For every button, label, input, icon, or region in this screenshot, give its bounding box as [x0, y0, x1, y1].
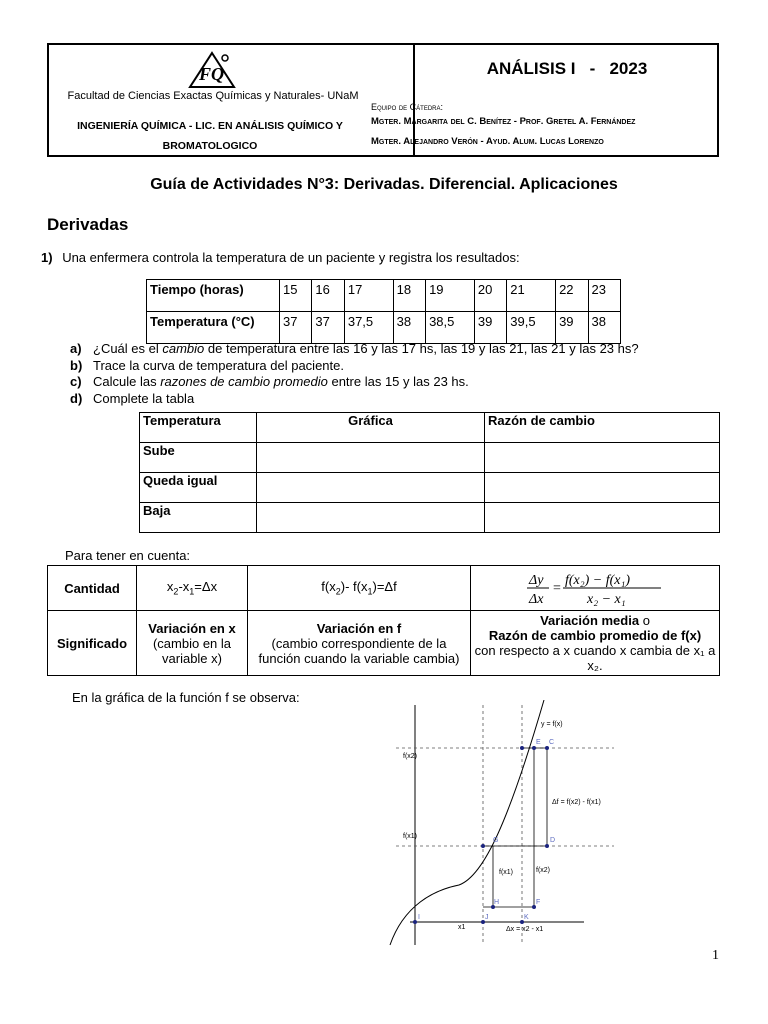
svg-text:Δx: Δx — [529, 592, 544, 607]
data-table — [146, 279, 621, 344]
faculty-logo-icon — [182, 50, 242, 90]
fraction-formula-icon — [525, 569, 665, 607]
point-label: J — [485, 914, 489, 921]
table-cell: 37 — [312, 312, 344, 344]
fx2-segment-label: f(x2) — [536, 867, 550, 874]
question-1 — [41, 250, 520, 265]
table-row — [48, 611, 720, 676]
table-cell: 23 — [588, 280, 621, 312]
concept-table — [47, 565, 720, 676]
list-item: c) Calcule las razones de cambio promedio entre las 15 y las 23 hs. — [70, 374, 469, 389]
table-header: Razón de cambio — [485, 413, 720, 443]
fx2-label: f(x2) — [403, 753, 417, 760]
page-title: Guía de Actividades N°3: Derivadas. Diferencial. Aplicaciones — [150, 176, 618, 193]
function-graph — [384, 700, 624, 950]
table-cell: Variación media o Razón de cambio promedio de f(x) con respecto a x cuando x cambia de x₁ a x₂. — [471, 611, 720, 676]
note-label: Para tener en cuenta: — [65, 548, 191, 563]
table-cell: 22 — [556, 280, 588, 312]
team-line-2: Mgter. Alejandro Verón - Ayud. Alum. Lucas Lorenzo — [371, 136, 604, 147]
table-cell: 39 — [474, 312, 506, 344]
course-title: ANÁLISIS I - 2023 — [486, 59, 648, 78]
table-row — [147, 312, 621, 344]
table-cell: Cantidad — [48, 566, 137, 611]
list-item: b) Trace la curva de temperatura del paciente. — [70, 357, 344, 373]
fx1-label: f(x1) — [403, 833, 417, 840]
table-cell[interactable] — [485, 503, 720, 533]
table-cell: 17 — [344, 280, 393, 312]
table-cell: 20 — [474, 280, 506, 312]
fx1-segment-label: f(x1) — [499, 869, 513, 876]
table-row — [140, 503, 720, 533]
table-row — [147, 280, 621, 312]
svg-text:=: = — [553, 581, 561, 596]
list-item: d) Complete la tabla — [70, 390, 195, 406]
table-row — [140, 443, 720, 473]
table-row — [140, 413, 720, 443]
point-label: G — [493, 837, 499, 844]
table-cell[interactable] — [257, 443, 485, 473]
table-cell[interactable] — [485, 443, 720, 473]
svg-text:FQ: FQ — [199, 64, 225, 84]
point-label: D — [550, 837, 556, 844]
table-header: Gráfica — [257, 413, 485, 443]
point-label: H — [494, 899, 500, 906]
curve-label: y = f(x) — [541, 721, 563, 728]
table-cell: 38 — [588, 312, 621, 344]
faculty-name: Facultad de Ciencias Exactas Químicas y Naturales- UNaM — [67, 90, 359, 102]
average-rate-formula — [471, 566, 720, 611]
table-cell: 21 — [507, 280, 556, 312]
table-cell: 37 — [280, 312, 312, 344]
table-cell[interactable] — [257, 473, 485, 503]
delta-f-label: Δf = f(x2) - f(x1) — [552, 799, 601, 806]
career-name: INGENIERÍA QUÍMICA - LIC. EN ANÁLISIS QUÍMICO Y BROMATOLOGICO — [77, 120, 343, 152]
table-cell: Sube — [140, 443, 257, 473]
x1-label: x1 — [458, 924, 466, 931]
table-cell: 38 — [393, 312, 425, 344]
list-item: a) ¿Cuál es el cambio de temperatura entre las 16 y las 17 hs, las 19 y las 21, las 21 y las 23 hs? — [70, 341, 639, 356]
table-cell: Temperatura (°C) — [147, 312, 280, 344]
table-row — [140, 473, 720, 503]
table-header: Temperatura — [140, 413, 257, 443]
page-number: 1 — [712, 948, 719, 963]
point-label: C — [549, 739, 555, 746]
point-label: I — [418, 914, 420, 921]
table-cell: 15 — [280, 280, 312, 312]
header-box — [47, 43, 719, 157]
delta-x-label: Δx = x2 - x1 — [506, 926, 544, 933]
team-label: Equipo de Cátedra: — [371, 102, 444, 112]
point-label: F — [536, 899, 541, 906]
table-cell: 39 — [556, 312, 588, 344]
function-curve — [390, 700, 544, 945]
table-cell: Variación en f (cambio correspondiente de la función cuando la variable cambia) — [248, 611, 471, 676]
svg-text:f(x₂) − f(x₁): f(x₂) − f(x₁) — [565, 573, 631, 588]
table-cell: 39,5 — [507, 312, 556, 344]
point-label: E — [536, 739, 541, 746]
table-cell: 16 — [312, 280, 344, 312]
point-label: K — [524, 914, 529, 921]
table-cell: 18 — [393, 280, 425, 312]
table-cell[interactable] — [485, 473, 720, 503]
table-cell: Queda igual — [140, 473, 257, 503]
delta-x-formula: $x_2-x_1=\Delta x$ — [137, 566, 248, 611]
table-cell: Tiempo (horas) — [147, 280, 280, 312]
svg-text:x₂ − x₁: x₂ − x₁ — [587, 592, 626, 607]
table-cell: 38,5 — [426, 312, 475, 344]
table-cell: Baja — [140, 503, 257, 533]
table-cell: Significado — [48, 611, 137, 676]
question-text: Una enfermera controla la temperatura de un paciente y registra los resultados: — [62, 250, 520, 265]
question-number: 1) — [41, 250, 53, 265]
section-title: Derivadas — [47, 215, 129, 234]
table-cell: 37,5 — [344, 312, 393, 344]
svg-text:Δy: Δy — [529, 573, 544, 588]
graph-intro: En la gráfica de la función f se observa: — [72, 690, 300, 705]
table-cell: 19 — [426, 280, 475, 312]
question-items — [70, 341, 639, 407]
complete-table — [139, 412, 720, 533]
table-row — [48, 566, 720, 611]
team-line-1: Mgter. Margarita del C. Benítez - Prof. Gretel A. Fernández — [371, 116, 636, 127]
table-cell: Variación en x (cambio en la variable x) — [137, 611, 248, 676]
delta-f-formula: $f(x_2)-$ $f(x_1)=\Delta f$ — [248, 566, 471, 611]
table-cell[interactable] — [257, 503, 485, 533]
